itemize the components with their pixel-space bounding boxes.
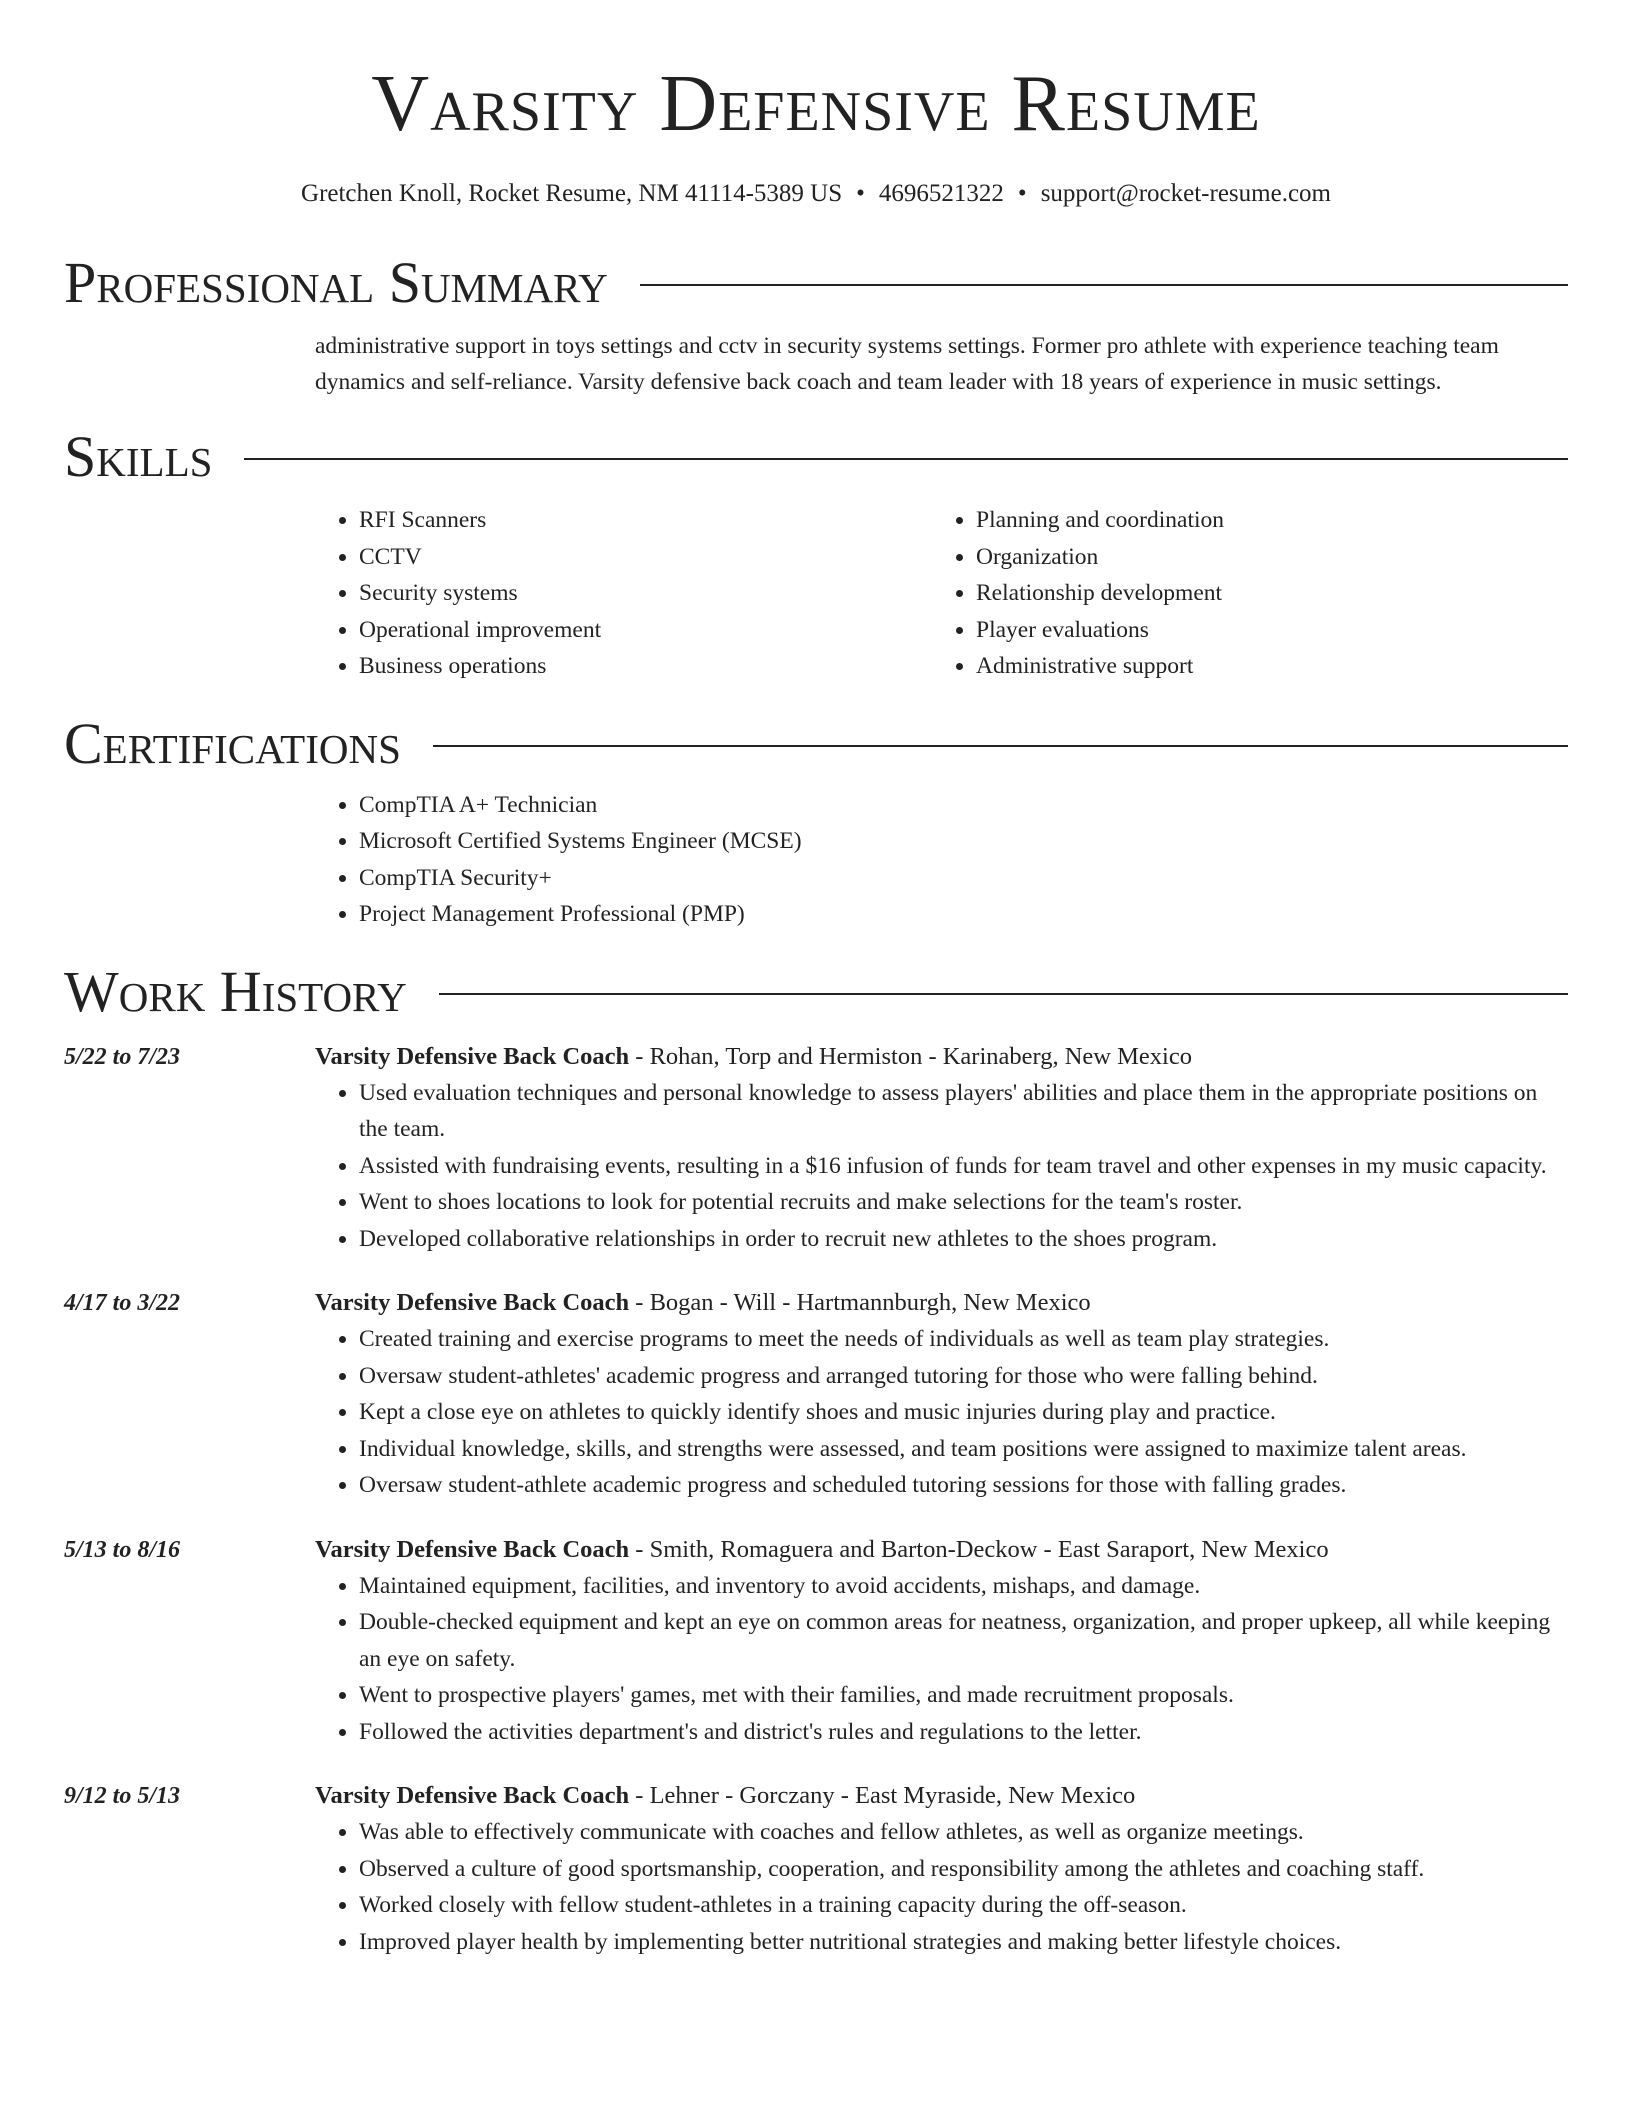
job-header (315, 1039, 1568, 1075)
job-bullet: • Maintained equipment, facilities, and inventory to avoid accidents, mishaps, and damage. (359, 1568, 1568, 1605)
certification-item: • CompTIA Security+ (359, 860, 1568, 897)
job-bullet: • Individual knowledge, skills, and strengths were assessed, and team positions were assigned to maximize talent areas. (359, 1431, 1568, 1468)
work-section-heading (64, 958, 1568, 1024)
job-bullet: • Was able to effectively communicate with coaches and fellow athletes, as well as organize meetings. (359, 1814, 1568, 1851)
skills-list (315, 502, 1568, 685)
job-title: Varsity Defensive Back Coach (315, 1289, 630, 1316)
skill-item: • Security systems (359, 575, 932, 612)
contact-phone: 4696521322 (878, 180, 1004, 207)
job-bullet: • Created training and exercise programs to meet the needs of individuals as well as team play strategies. (359, 1321, 1568, 1358)
job-bullet: • Used evaluation techniques and personal knowledge to assess players' abilities and place them in the appropriate positions on the team. (359, 1075, 1568, 1148)
summary-text: administrative support in toys settings and cctv in security systems settings. Former pro athlete with experience teaching team dynamics and self-reliance. Varsity defensive back coach and team leader with 18 years of experience in music settings. (315, 333, 1499, 395)
job-entry (64, 1778, 1568, 1960)
skill-item: • Administrative support (976, 648, 1549, 685)
skill-item: • Organization (976, 539, 1549, 576)
job-bullets (315, 1814, 1568, 1960)
job-dates: 9/12 to 5/13 (64, 1783, 181, 1809)
job-bullets (315, 1568, 1568, 1751)
skill-item: • CCTV (359, 539, 932, 576)
job-bullets (315, 1075, 1568, 1258)
certifications-section-heading (64, 710, 1568, 776)
contact-separator: • (1017, 180, 1027, 207)
skills-section-heading (64, 424, 1568, 489)
skill-item: • Planning and coordination (976, 502, 1549, 539)
skills-column-right (932, 502, 1549, 685)
certification-item: • Microsoft Certified Systems Engineer (MCSE) (359, 823, 1568, 860)
skill-item: • Operational improvement (359, 612, 932, 649)
section-divider (640, 284, 1568, 286)
summary-section-heading (64, 250, 1568, 315)
certification-item: • Project Management Professional (PMP) (359, 896, 1568, 933)
section-divider (244, 458, 1568, 460)
contact-address: Gretchen Knoll, Rocket Resume, NM 41114-5389 US (301, 180, 843, 207)
certification-item: • CompTIA A+ Technician (359, 787, 1568, 824)
job-header (315, 1285, 1568, 1321)
job-bullet: • Oversaw student-athletes' academic progress and arranged tutoring for those who were falling behind. (359, 1358, 1568, 1395)
resume-title: Varsity Defensive Resume (371, 60, 1261, 148)
job-bullet: • Went to prospective players' games, met with their families, and made recruitment proposals. (359, 1677, 1568, 1714)
job-bullet: • Went to shoes locations to look for potential recruits and make selections for the team's roster. (359, 1184, 1568, 1221)
job-bullet: • Followed the activities department's and district's rules and regulations to the letter. (359, 1714, 1568, 1751)
job-bullet: • Developed collaborative relationships in order to recruit new athletes to the shoes program. (359, 1221, 1568, 1258)
certifications-heading: Certifications (64, 710, 401, 776)
section-divider (433, 745, 1568, 747)
job-dates: 5/22 to 7/23 (64, 1043, 181, 1070)
job-bullet: • Double-checked equipment and kept an eye on common areas for neatness, organization, and proper upkeep, all while keeping an eye on safety. (359, 1604, 1568, 1677)
job-bullet: • Improved player health by implementing better nutritional strategies and making better lifestyle choices. (359, 1924, 1568, 1961)
job-bullet: • Observed a culture of good sportsmanship, cooperation, and responsibility among the athletes and coaching staff. (359, 1851, 1568, 1888)
job-employer: - Smith, Romaguera and Barton-Deckow - East Saraport, New Mexico (629, 1535, 1329, 1563)
job-employer: - Rohan, Torp and Hermiston - Karinaberg, New Mexico (629, 1042, 1192, 1070)
job-header (315, 1532, 1568, 1568)
summary-body (315, 328, 1568, 400)
contact-line (64, 180, 1568, 208)
contact-separator: • (856, 180, 865, 207)
job-employer: - Bogan - Will - Hartmannburgh, New Mexico (629, 1289, 1091, 1316)
skill-item: • Business operations (359, 648, 932, 685)
job-bullet: • Oversaw student-athlete academic progress and scheduled tutoring sessions for those with falling grades. (359, 1467, 1568, 1504)
contact-email: support@rocket-resume.com (1040, 180, 1331, 207)
section-divider (439, 993, 1568, 995)
job-entry (64, 1285, 1568, 1504)
job-dates: 4/17 to 3/22 (64, 1290, 181, 1316)
job-employer: - Lehner - Gorczany - East Myraside, New Mexico (629, 1782, 1136, 1809)
certifications-list (315, 787, 1568, 933)
skill-item: • Player evaluations (976, 612, 1549, 649)
job-entry (64, 1039, 1568, 1258)
job-bullet: • Worked closely with fellow student-athletes in a training capacity during the off-season. (359, 1887, 1568, 1924)
job-bullets (315, 1321, 1568, 1504)
job-title: Varsity Defensive Back Coach (315, 1782, 630, 1809)
job-dates: 5/13 to 8/16 (64, 1536, 181, 1563)
job-header (315, 1778, 1568, 1814)
skills-column-left (315, 502, 932, 685)
skill-item: • RFI Scanners (359, 502, 932, 539)
job-entry (64, 1532, 1568, 1751)
job-title: Varsity Defensive Back Coach (315, 1042, 630, 1070)
skill-item: • Relationship development (976, 575, 1549, 612)
job-bullet: • Assisted with fundraising events, resulting in a $16 infusion of funds for team travel and other expenses in my music capacity. (359, 1148, 1568, 1185)
summary-heading: Professional Summary (64, 250, 608, 315)
job-title: Varsity Defensive Back Coach (315, 1535, 630, 1563)
job-bullet: • Kept a close eye on athletes to quickly identify shoes and music injuries during play and practice. (359, 1394, 1568, 1431)
work-heading: Work History (64, 958, 407, 1024)
skills-heading: Skills (64, 424, 213, 489)
